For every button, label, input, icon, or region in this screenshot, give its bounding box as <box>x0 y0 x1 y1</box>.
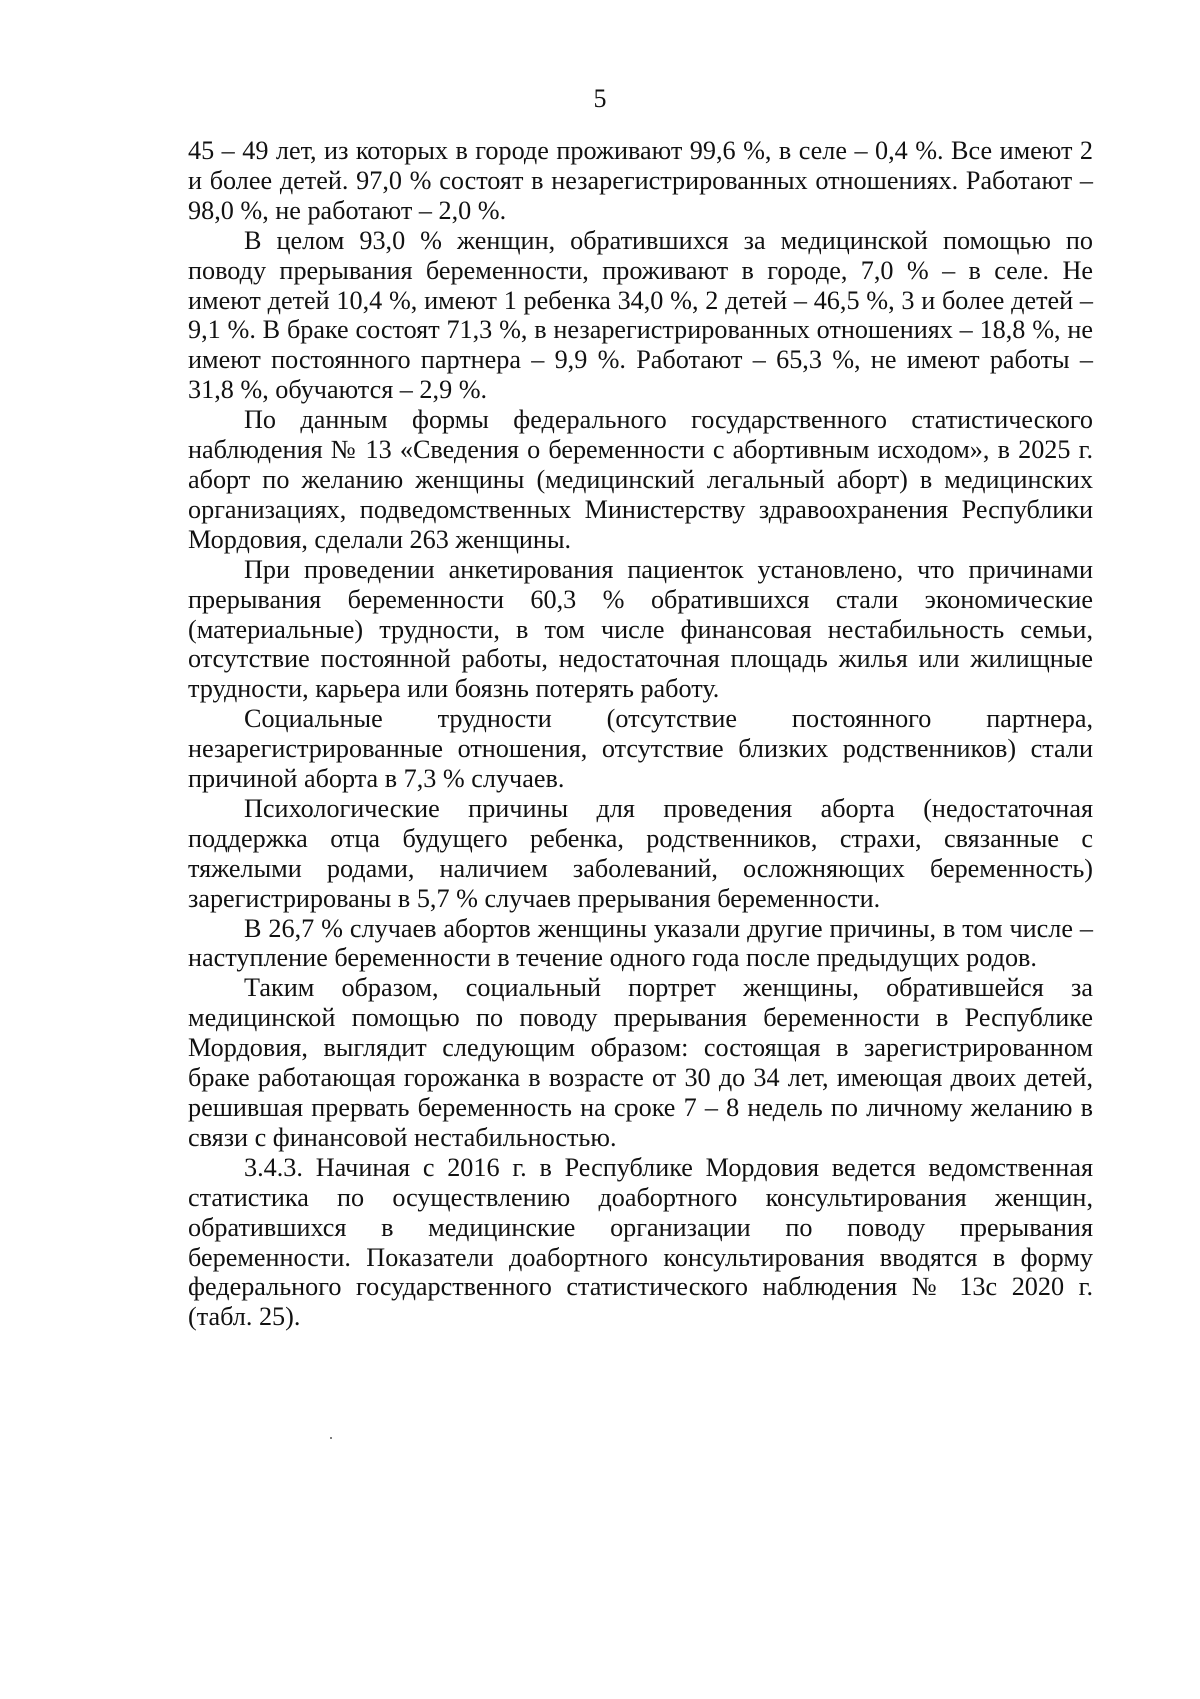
scan-artifact-dot <box>330 1437 332 1439</box>
page-number: 5 <box>593 84 607 113</box>
paragraph-social-reasons: Социальные трудности (отсутствие постоянного партнера, незарегистрированные отношения, отсутствие близких родственников) стали причиной аборта в 7,3 % случаев. <box>188 704 1093 794</box>
paragraph-overall-statistics: В целом 93,0 % женщин, обратившихся за медицинской помощью по поводу прерывания беременности, проживают в городе, 7,0 % – в селе. Не имеют детей 10,4 %, имеют 1 ребенка 34,0 %, 2 детей – 46,5 %, 3 и более детей – 9,1 %. В браке состоят 71,3 %, в незарегистрированных отношениях – 18,8 %, не имеют постоянного партнера – 9,9 %. Работают – 65,3 %, не имеют работы – 31,8 %, обучаются – 2,9 %. <box>188 225 1093 405</box>
paragraph-psychological-reasons: Психологические причины для проведения аборта (недостаточная поддержка отца будущего ребенка, родственников, страхи, связанные с тяжелыми родами, наличием заболеваний, осложняющих беременность) зарегистрированы в 5,7 % случаев прерывания беременности. <box>188 793 1093 913</box>
paragraph-continuation: 45 – 49 лет, из которых в городе проживают 99,6 %, в селе – 0,4 %. Все имеют 2 и более детей. 97,0 % состоят в незарегистрированных отношениях. Работают – 98,0 %, не работают – 2,0 %. <box>188 136 1093 225</box>
paragraph-form-13-data: По данным формы федерального государственного статистического наблюдения № 13 «Сведения о беременности с абортивным исходом», в 2025 г. аборт по желанию женщины (медицинский легальный аборт) в медицинских организациях, подведомственных Министерству здравоохранения Республики Мордовия, сделали 263 женщины. <box>188 405 1093 554</box>
paragraph-social-portrait: Таким образом, социальный портрет женщины, обратившейся за медицинской помощью по поводу прерывания беременности в Республике Мордовия, выглядит следующим образом: состоящая в зарегистрированном браке работающая горожанка в возрасте от 30 до 34 лет, имеющая двоих детей, решившая прервать беременность на сроке 7 – 8 недель по личному желанию в связи с финансовой нестабильностью. <box>188 973 1093 1152</box>
paragraph-section-3-4-3: 3.4.3. Начиная с 2016 г. в Республике Мордовия ведется ведомственная статистика по осуществлению доабортного консультирования женщин, обратившихся в медицинские организации по поводу прерывания беременности. Показатели доабортного консультирования вводятся в форму федерального государственного статистического наблюдения № 13с 2020 г. (табл. 25). <box>188 1152 1093 1332</box>
paragraph-other-reasons: В 26,7 % случаев абортов женщины указали другие причины, в том числе – наступление беременности в течение одного года после предыдущих родов. <box>188 913 1093 973</box>
body-text <box>188 136 1093 1332</box>
paragraph-economic-reasons: При проведении анкетирования пациенток установлено, что причинами прерывания беременности 60,3 % обратившихся стали экономические (материальные) трудности, в том числе финансовая нестабильность семьи, отсутствие постоянной работы, недостаточная площадь жилья или жилищные трудности, карьера или боязнь потерять работу. <box>188 554 1093 704</box>
